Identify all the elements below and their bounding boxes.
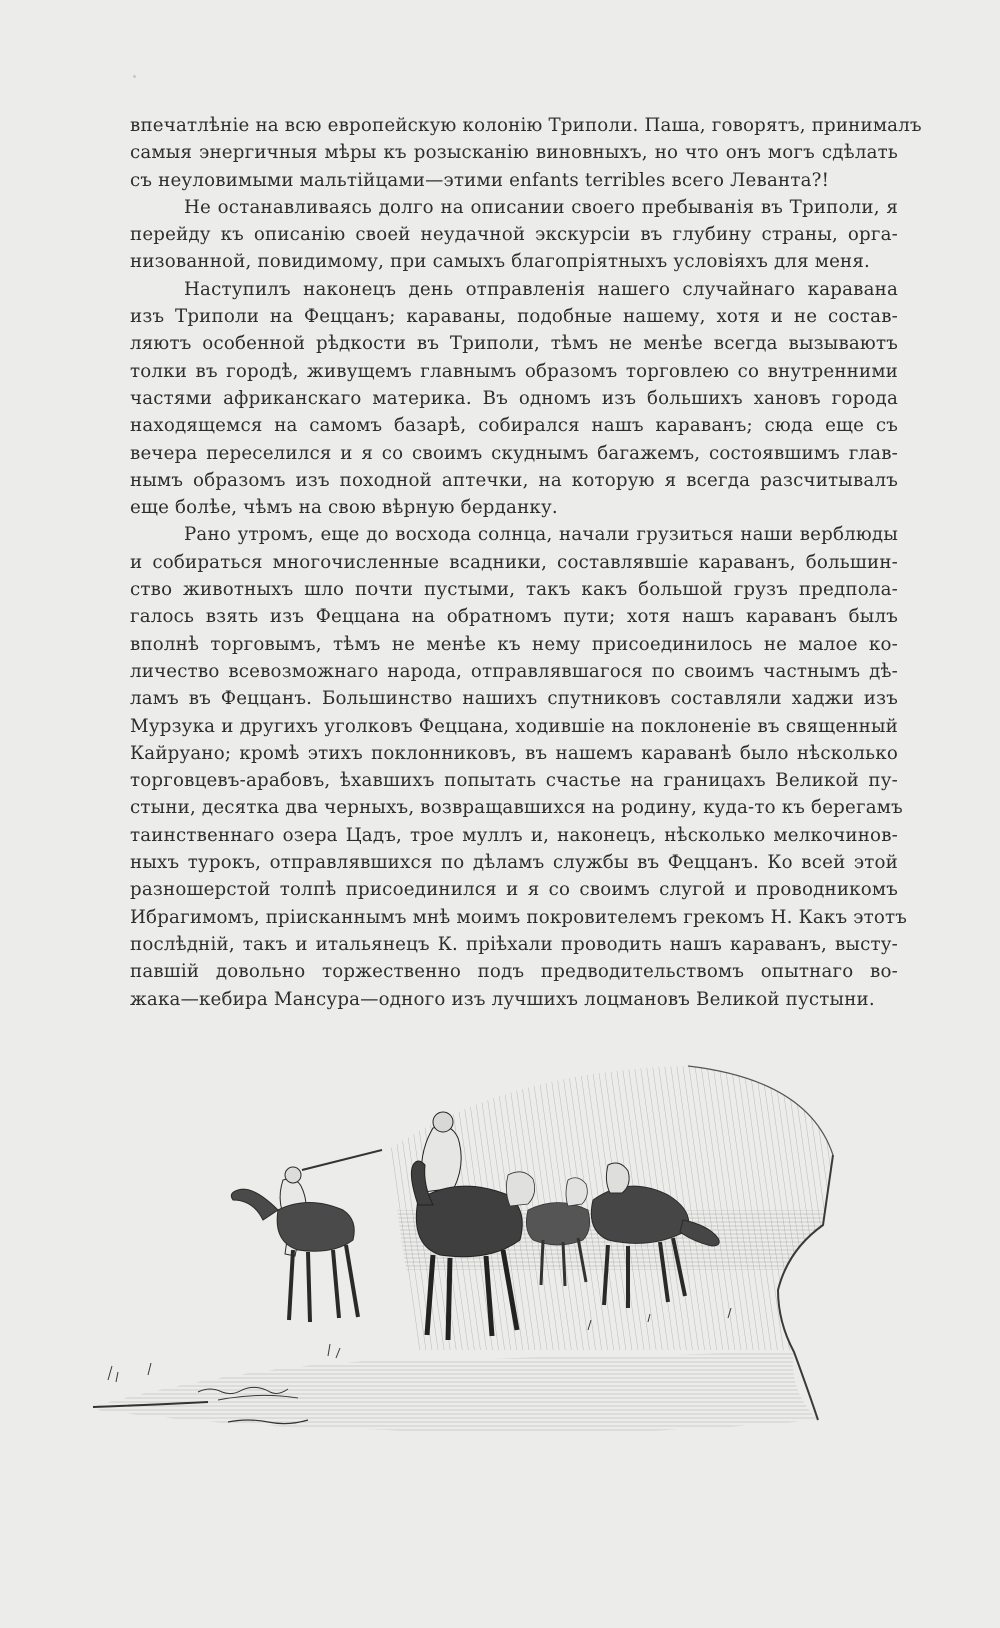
text-line: толки въ городѣ, живущемъ главнымъ образомъ торговлею со внутренними [130, 360, 898, 382]
text-line: съ неуловимыми мальтійцами—этими enfants terribles всего Леванта?! [130, 169, 830, 191]
text-line: Кайруано; кромѣ этихъ поклонниковъ, въ нашемъ караванѣ было нѣсколько [130, 742, 898, 764]
text-line: частями африканскаго материка. Въ одномъ изъ большихъ хановъ города [130, 387, 898, 409]
text-line: стыни, десятка два черныхъ, возвращавшихся на родину, куда-то къ берегамъ [130, 797, 903, 819]
text-line: низованной, повидимому, при самыхъ благопріятныхъ условіяхъ для меня. [130, 251, 871, 273]
text-line: впечатлѣніе на всю европейскую колонію Триполи. Паша, говорятъ, принималъ [130, 115, 922, 136]
text-line: ламъ въ Феццанъ. Большинство нашихъ спутниковъ составляли хаджи изъ [130, 688, 898, 710]
text-line: павшій довольно торжественно подъ предводительствомъ опытнаго во- [130, 961, 898, 983]
paper-speck [133, 75, 136, 78]
text-line: Ибрагимомъ, пріисканнымъ мнѣ моимъ покровителемъ грекомъ Н. Какъ этотъ [130, 906, 908, 928]
text-line: разношерстой толпѣ присоединился и я со своимъ слугой и проводникомъ [130, 879, 898, 901]
text-line: ство животныхъ шло почти пустыми, такъ какъ большой грузъ предпола- [130, 579, 898, 601]
text-line: вполнѣ торговымъ, тѣмъ не менѣе къ нему присоединилось не малое ко- [130, 633, 898, 655]
text-line: находящемся на самомъ базарѣ, собирался нашъ караванъ; сюда еще съ [130, 415, 898, 437]
text-line: галось взять изъ Феццана на обратномъ пути; хотя нашъ караванъ былъ [130, 606, 898, 628]
text-line: перейду къ описанію своей неудачной экскурсіи въ глубину страны, орга- [130, 224, 898, 246]
text-line: Не останавливаясь долго на описании своего пребыванія въ Триполи, я [184, 196, 898, 218]
caravan-engraving-icon [88, 1060, 898, 1492]
text-line: изъ Триполи на Феццанъ; караваны, подобные нашему, хотя и не состав- [130, 306, 898, 328]
text-line: Рано утромъ, еще до восхода солнца, начали грузиться наши верблюды [184, 524, 898, 546]
text-line: и собираться многочисленные всадники, составлявшіе караванъ, большин- [130, 551, 898, 573]
text-line: личество всевозможнаго народа, отправлявшагося по своимъ частнымъ дѣ- [130, 660, 898, 682]
text-line: еще болѣе, чѣмъ на свою вѣрную берданку. [130, 497, 558, 519]
text-line: таинственнаго озера Цадъ, трое муллъ и, наконецъ, нѣсколько мелкочинов- [130, 824, 898, 846]
text-line: жака—кебира Мансура—одного изъ лучшихъ лоцмановъ Великой пустыни. [130, 988, 875, 1010]
text-line: Мурзука и другихъ уголковъ Феццана, ходившіе на поклоненіе въ священный [130, 715, 898, 737]
text-line: ляютъ особенной рѣдкости въ Триполи, тѣмъ не менѣе всегда вызываютъ [130, 333, 898, 355]
text-line: торговцевъ-арабовъ, ѣхавшихъ попытать счастье на границахъ Великой пу- [130, 770, 898, 792]
text-line: Наступилъ наконецъ день отправленія нашего случайнаго каравана [184, 278, 898, 300]
text-line: ныхъ турокъ, отправлявшихся по дѣламъ службы въ Феццанъ. Ко всей этой [130, 852, 898, 874]
text-line: нымъ образомъ изъ походной аптечки, на которую я всегда разсчитывалъ [130, 469, 898, 491]
text-line: самыя энергичныя мѣры къ розысканію виновныхъ, но что онъ могъ сдѣлать [130, 142, 898, 164]
text-line: вечера переселился и я со своимъ скуднымъ багажемъ, состоявшимъ глав- [130, 442, 898, 464]
text-line: послѣдній, такъ и итальянецъ К. пріѣхали проводить нашъ караванъ, высту- [130, 933, 898, 955]
body-text [130, 112, 922, 1013]
